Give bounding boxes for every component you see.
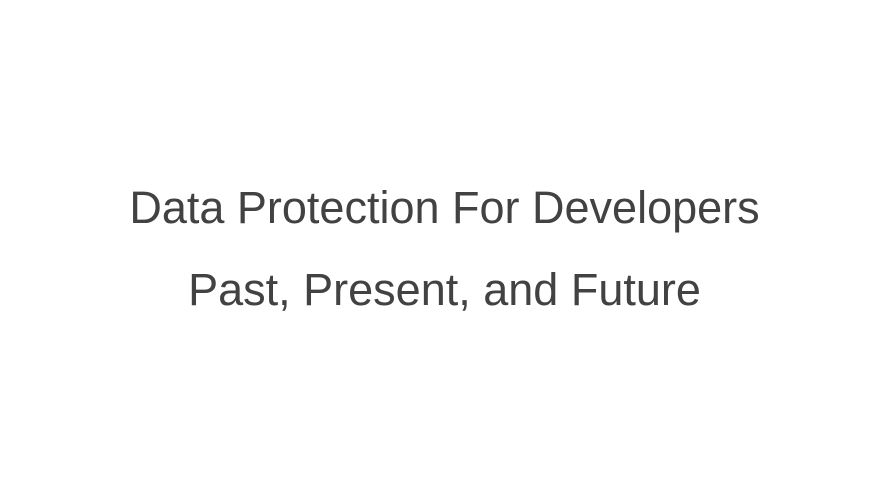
slide-subtitle: Past, Present, and Future <box>188 264 701 315</box>
slide-title: Data Protection For Developers <box>129 182 760 233</box>
title-block <box>0 176 889 322</box>
